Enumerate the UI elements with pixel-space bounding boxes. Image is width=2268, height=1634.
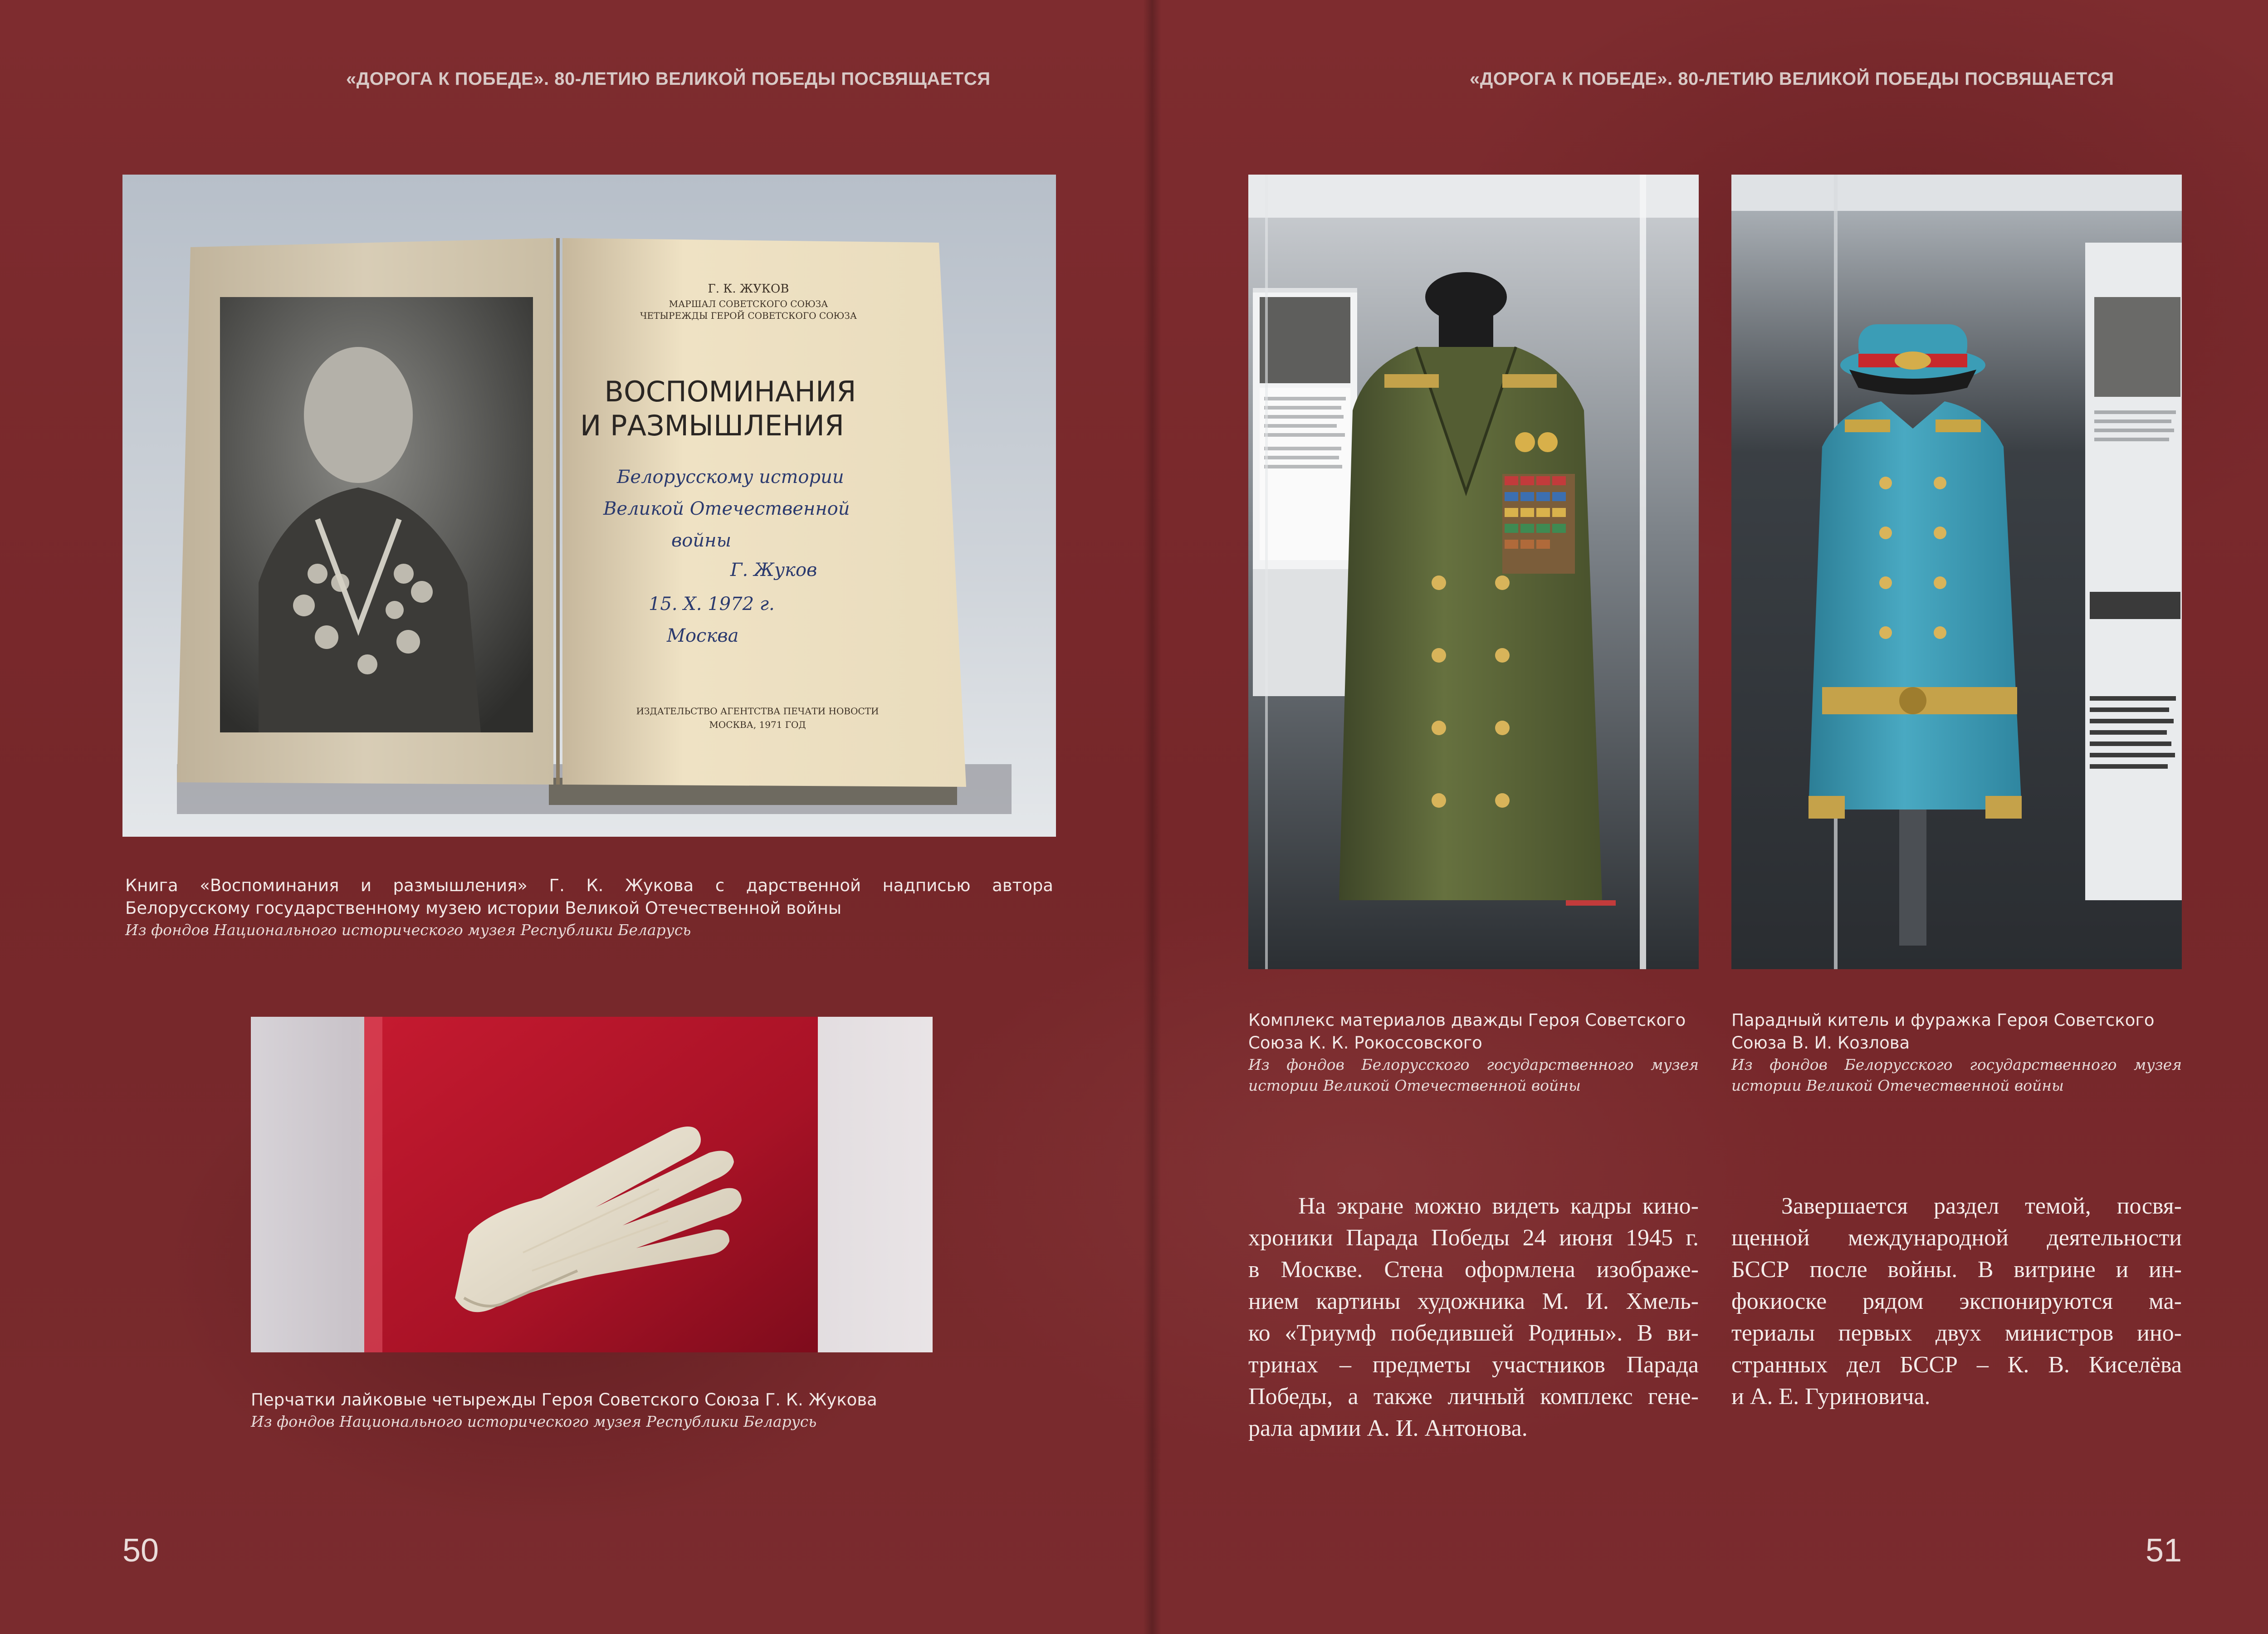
book-author: Г. К. ЖУКОВ xyxy=(708,282,789,296)
running-head-right: «ДОРОГА К ПОБЕДЕ». 80-ЛЕТИЮ ВЕЛИКОЙ ПОБЕДЫ ПОСВЯЩАЕТСЯ xyxy=(1470,69,2114,89)
body-line: фокиоске рядом экспонируются ма- xyxy=(1731,1288,2182,1314)
gloves-photo xyxy=(251,1017,933,1352)
rokossovsky-caption-line: Комплекс материалов дважды Героя Советского xyxy=(1248,1010,1686,1030)
book-caption-source: Из фондов Национального исторического музея Республики Беларусь xyxy=(125,921,691,939)
body-line: хроники Парада Победы 24 июня 1945 г. xyxy=(1248,1225,1699,1251)
book-inscription-line: Белорусскому истории xyxy=(617,467,844,488)
body-line: На экране можно видеть кадры кино- xyxy=(1298,1193,1699,1219)
book-photo xyxy=(122,175,1056,837)
gloves-caption-title: Перчатки лайковые четырежды Героя Советского Союза Г. К. Жукова xyxy=(251,1390,877,1410)
body-line: териалы первых двух министров ино- xyxy=(1731,1320,2182,1346)
book-caption xyxy=(125,874,1053,941)
body-line: ко «Триумф победившей Родины». В ви- xyxy=(1248,1320,1699,1346)
rokossovsky-caption-source: истории Великой Отечественной войны xyxy=(1248,1077,1581,1094)
kozlov-caption-line: Союза В. И. Козлова xyxy=(1731,1033,1910,1053)
page-number-right: 51 xyxy=(2146,1532,2182,1569)
body-column-1 xyxy=(1248,1190,1699,1444)
rokossovsky-caption xyxy=(1248,1009,1699,1096)
body-line: Победы, а также личный комплекс гене- xyxy=(1248,1384,1699,1410)
body-line: и А. Е. Гуриновича. xyxy=(1731,1384,1931,1410)
gloves-caption-source: Из фондов Национального исторического музея Республики Беларусь xyxy=(251,1413,817,1430)
rokossovsky-caption-line: Союза К. К. Рокоссовского xyxy=(1248,1033,1482,1053)
running-head-left: «ДОРОГА К ПОБЕДЕ». 80-ЛЕТИЮ ВЕЛИКОЙ ПОБЕДЫ ПОСВЯЩАЕТСЯ xyxy=(346,69,991,89)
body-line: в Москве. Стена оформлена изображе- xyxy=(1248,1257,1699,1283)
book-title-1: ВОСПОМИНАНИЯ xyxy=(604,375,856,408)
book-inscription-line: Г. Жуков xyxy=(730,560,817,580)
rokossovsky-uniform-photo xyxy=(1248,175,1699,969)
book-inscription-line: Москва xyxy=(667,625,739,646)
book-caption-title xyxy=(125,874,1053,920)
book-inscription-line: 15. X. 1972 г. xyxy=(649,594,775,615)
body-line: БССР после войны. В витрине и ин- xyxy=(1731,1257,2182,1283)
book-inscription-line: войны xyxy=(671,530,732,551)
page-gutter xyxy=(1143,0,1161,1634)
kozlov-uniform-photo xyxy=(1731,175,2182,969)
gloves-caption xyxy=(251,1389,933,1432)
book-subtitle-2: ЧЕТЫРЕЖДЫ ГЕРОЙ СОВЕТСКОГО СОЮЗА xyxy=(640,310,857,321)
book-caption-line: Белорусскому государственному музею истории Великой Отечественной войны xyxy=(125,898,842,918)
book-caption-line: Книга «Воспоминания и размышления» Г. К. Жукова с дарственной надписью автора xyxy=(125,876,1053,895)
book-publisher-2: МОСКВА, 1971 ГОД xyxy=(709,719,806,730)
kozlov-caption xyxy=(1731,1009,2182,1096)
body-column-2 xyxy=(1731,1190,2182,1413)
kozlov-caption-source: Из фондов Белорусского государственного музея xyxy=(1731,1056,2182,1073)
kozlov-caption-line: Парадный китель и фуражка Героя Советского xyxy=(1731,1010,2155,1030)
book-inscription-line: Великой Отечественной xyxy=(603,498,850,519)
book-publisher-1: ИЗДАТЕЛЬСТВО АГЕНТСТВА ПЕЧАТИ НОВОСТИ xyxy=(636,706,879,717)
body-line: рала армии А. И. Антонова. xyxy=(1248,1415,1528,1441)
book-title-2: И РАЗМЫШЛЕНИЯ xyxy=(580,409,845,442)
body-line: Завершается раздел темой, посвя- xyxy=(1781,1193,2182,1219)
page-number-left: 50 xyxy=(122,1532,159,1569)
body-line: тринах – предметы участников Парада xyxy=(1248,1352,1699,1378)
kozlov-caption-source: истории Великой Отечественной войны xyxy=(1731,1077,2064,1094)
book-subtitle-1: МАРШАЛ СОВЕТСКОГО СОЮЗА xyxy=(669,298,828,309)
body-line: нием картины художника М. И. Хмель- xyxy=(1248,1288,1699,1314)
rokossovsky-caption-source: Из фондов Белорусского государственного музея xyxy=(1248,1056,1699,1073)
body-line: щенной международной деятельности xyxy=(1731,1225,2182,1251)
body-line: странных дел БССР – К. В. Киселёва xyxy=(1731,1352,2182,1378)
